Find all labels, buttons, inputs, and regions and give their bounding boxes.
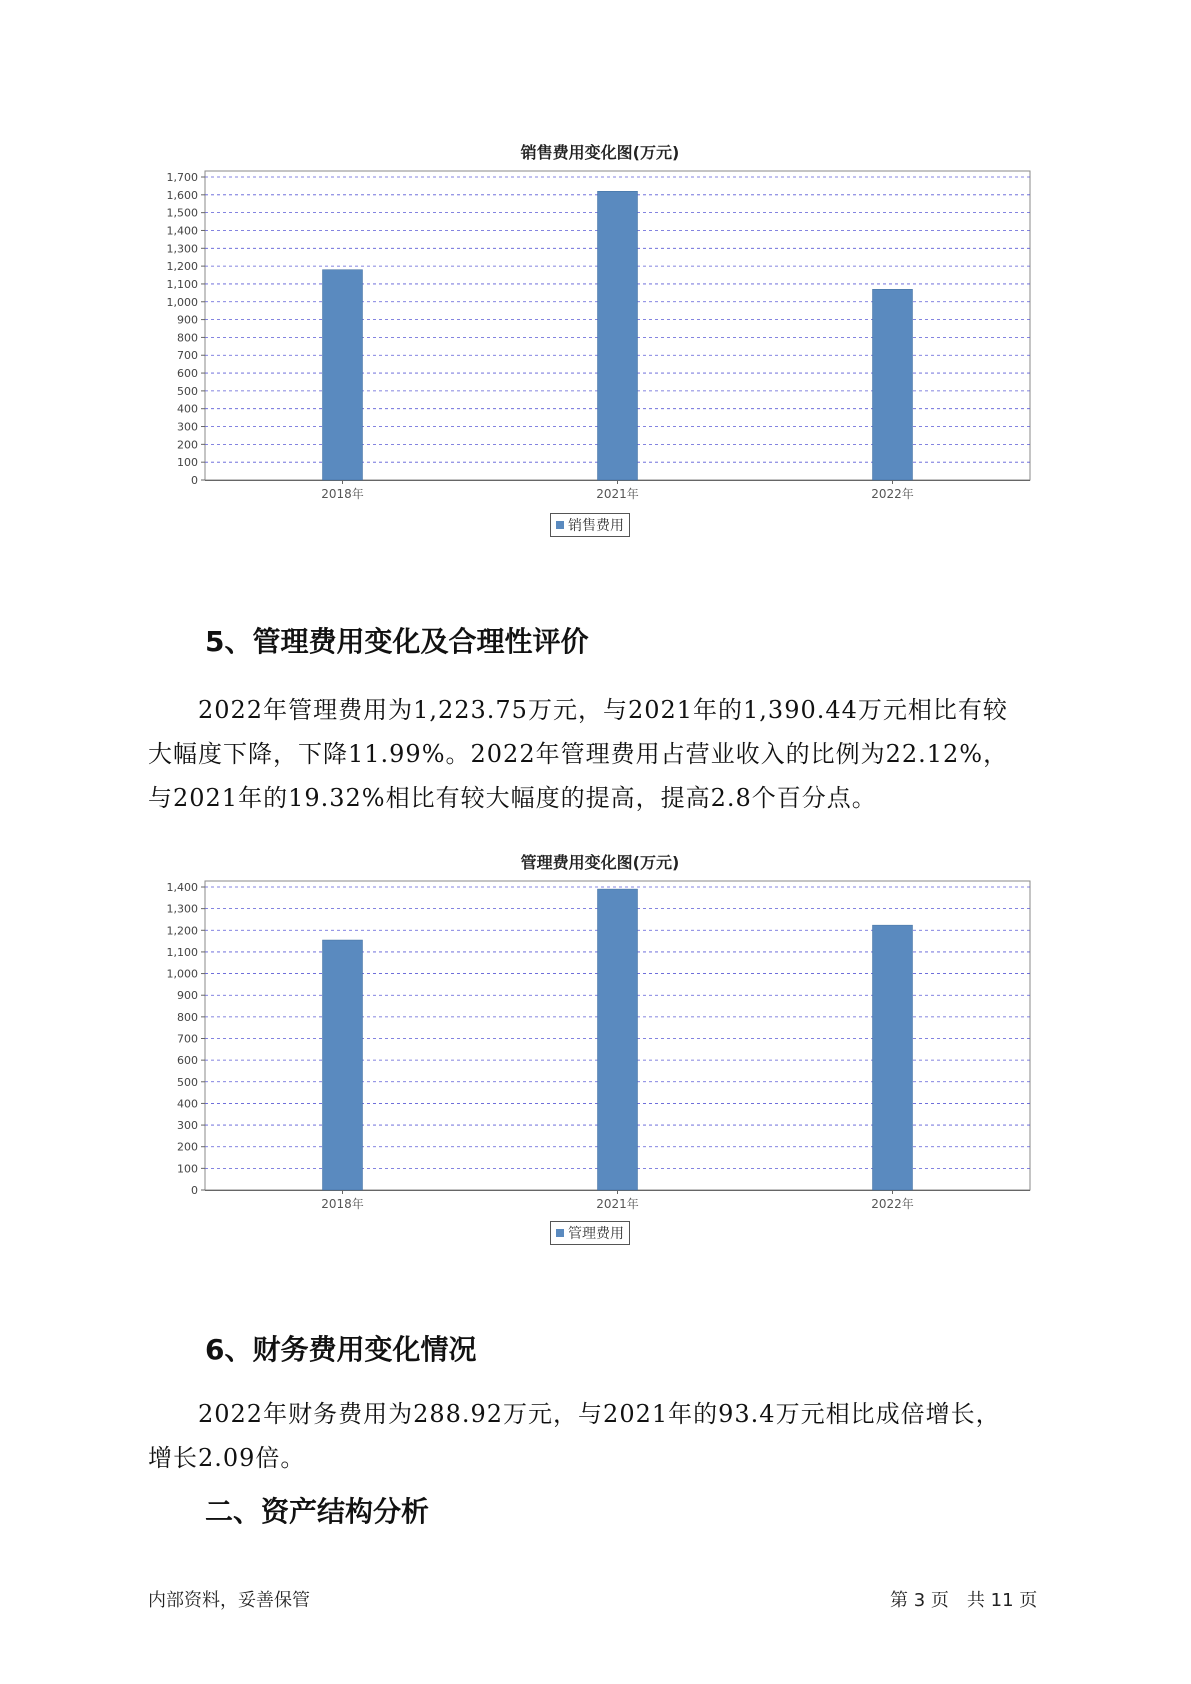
footer-left: 内部资料，妥善保管 xyxy=(148,1590,310,1611)
y-tick-label: 200 xyxy=(177,438,198,452)
y-tick-label: 1,700 xyxy=(166,171,198,184)
y-tick-label: 1,400 xyxy=(166,224,198,238)
y-tick-label: 300 xyxy=(177,1119,198,1133)
x-tick-label: 2018年 xyxy=(321,1197,364,1211)
section-6-paragraph xyxy=(148,1392,1048,1480)
y-tick-label: 1,400 xyxy=(166,881,198,894)
y-tick-label: 1,200 xyxy=(166,924,198,938)
chart-title: 管理费用变化图(万元) xyxy=(520,853,680,872)
y-tick-label: 1,600 xyxy=(166,188,198,202)
x-tick-label: 2021年 xyxy=(596,1197,639,1211)
bar xyxy=(598,191,638,480)
y-tick-label: 300 xyxy=(177,420,198,434)
y-tick-label: 100 xyxy=(177,1162,198,1176)
y-tick-label: 400 xyxy=(177,402,198,416)
y-tick-label: 700 xyxy=(177,349,198,363)
sales-expense-chart xyxy=(160,140,1040,550)
section-5-paragraph xyxy=(148,688,1048,820)
x-tick-label: 2018年 xyxy=(321,487,364,501)
legend-label: 销售费用 xyxy=(568,518,624,534)
y-tick-label: 1,100 xyxy=(166,945,198,959)
x-tick-label: 2021年 xyxy=(596,487,639,501)
y-tick-label: 0 xyxy=(191,474,198,487)
chart-title: 销售费用变化图(万元) xyxy=(520,143,680,162)
y-tick-label: 200 xyxy=(177,1140,198,1154)
bar xyxy=(323,270,363,480)
y-tick-label: 800 xyxy=(177,1010,198,1024)
y-tick-label: 100 xyxy=(177,456,198,470)
paragraph-line: 2022年财务费用为288.92万元，与2021年的93.4万元相比成倍增长， xyxy=(148,1400,1001,1428)
paragraph-line: 2022年管理费用为1,223.75万元，与2021年的1,390.44万元相比有较 xyxy=(148,696,1008,724)
bar xyxy=(323,940,363,1190)
legend-label: 管理费用 xyxy=(568,1226,624,1242)
y-tick-label: 0 xyxy=(191,1184,198,1197)
legend-swatch xyxy=(556,1229,564,1237)
footer-page-number: 第 3 页 共 11 页 xyxy=(890,1590,1038,1611)
bar xyxy=(873,925,913,1190)
paragraph-line: 与2021年的19.32%相比有较大幅度的提高，提高2.8个百分点。 xyxy=(148,784,877,812)
bar xyxy=(873,289,913,480)
y-tick-label: 500 xyxy=(177,1075,198,1089)
y-tick-label: 1,300 xyxy=(166,242,198,256)
y-tick-label: 600 xyxy=(177,1054,198,1068)
y-tick-label: 400 xyxy=(177,1097,198,1111)
paragraph-line: 大幅度下降，下降11.99%。2022年管理费用占营业收入的比例为22.12%， xyxy=(148,740,1009,768)
legend-swatch xyxy=(556,521,564,529)
x-tick-label: 2022年 xyxy=(871,487,914,501)
y-tick-label: 1,000 xyxy=(166,967,198,981)
chart-legend xyxy=(550,1221,630,1245)
management-expense-chart xyxy=(160,850,1040,1260)
y-tick-label: 1,200 xyxy=(166,260,198,274)
section-two-heading: 二、资产结构分析 xyxy=(205,1495,430,1528)
y-tick-label: 1,100 xyxy=(166,277,198,291)
bar xyxy=(598,889,638,1190)
y-tick-label: 900 xyxy=(177,989,198,1003)
y-tick-label: 700 xyxy=(177,1032,198,1046)
management-expense-chart-svg xyxy=(160,875,1040,1235)
y-tick-label: 800 xyxy=(177,331,198,345)
chart-legend xyxy=(550,513,630,537)
y-tick-label: 900 xyxy=(177,313,198,327)
section-6-heading: 6、财务费用变化情况 xyxy=(205,1333,477,1366)
paragraph-line: 增长2.09倍。 xyxy=(148,1444,306,1472)
x-tick-label: 2022年 xyxy=(871,1197,914,1211)
section-5-heading: 5、管理费用变化及合理性评价 xyxy=(205,625,589,658)
y-tick-label: 1,300 xyxy=(166,902,198,916)
sales-expense-chart-svg xyxy=(160,165,1040,525)
y-tick-label: 1,500 xyxy=(166,206,198,220)
y-tick-label: 500 xyxy=(177,384,198,398)
y-tick-label: 1,000 xyxy=(166,295,198,309)
y-tick-label: 600 xyxy=(177,367,198,381)
